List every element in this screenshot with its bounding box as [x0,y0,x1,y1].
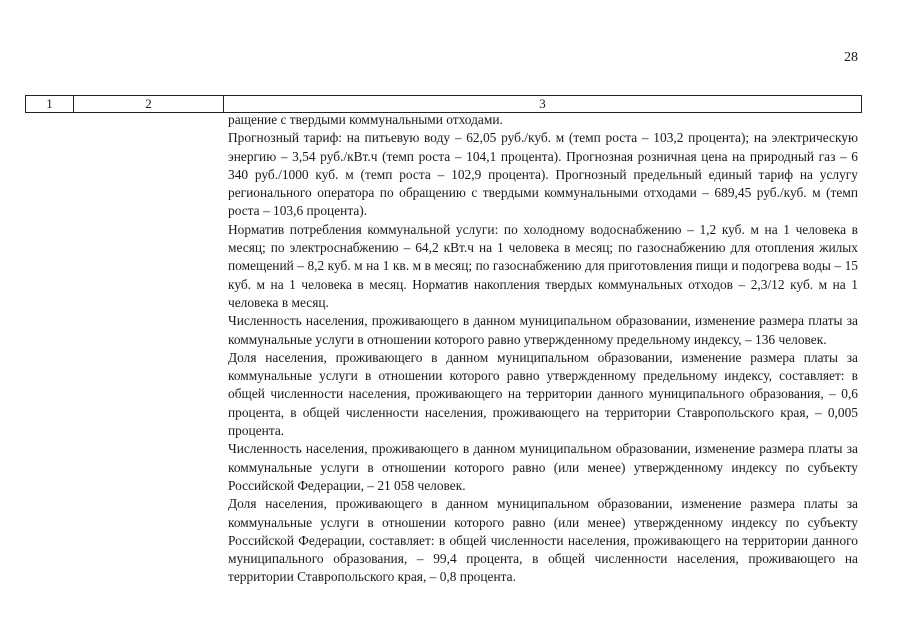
paragraph-share-equal-index: Доля населения, проживающего в данном муниципальном образовании, изменение размера платы за коммунальные услуги в отношении которого равно утвержденному предельному индексу, составляет: в общей численности населения, проживающего на территории данного муниципального образования, – 0,6 процента, в общей численности населения, проживающего на территории Ставропольского края, – 0,005 процента. [228,349,858,439]
paragraph-population-equal-index: Численность населения, проживающего в данном муниципальном образовании, изменение размера платы за коммунальные услуги в отношении которого равно утвержденному предельному индексу, – 136 человек. [228,313,858,347]
table-header-col-1: 1 [26,96,74,112]
page-number: 28 [844,50,858,65]
paragraph-consumption-norms: Норматив потребления коммунальной услуги: по холодному водоснабжению – 1,2 куб. м на 1 человека в месяц; по электроснабжению – 64,2 кВт.ч на 1 человека в месяц; по газоснабжению для отопления жилых помещений – 8,2 куб. м на 1 кв. м в месяц; по газоснабжению для приготовления пищи и подогрева воды – 15 куб. м на 1 человека в месяц. Норматив накопления твердых коммунальных отходов – 2,3/12 куб. м на 1 человека в месяц. [228,221,858,310]
paragraph-population-less-index: Численность населения, проживающего в данном муниципальном образовании, изменение размера платы за коммунальные услуги в отношении которого равно (или менее) утвержденному индексу по субъекту Российской Федерации, – 21 058 человек. [228,441,858,493]
paragraph-continuation: ращение с твердыми коммунальными отходами. [228,112,503,127]
table-header-col-3: 3 [539,96,546,111]
paragraph-share-less-index: Доля населения, проживающего в данном муниципальном образовании, изменение размера платы за коммунальные услуги в отношении которого равно (или менее) утвержденному индексу по субъекту Российской Федерации, составляет: в общей численности населения, проживающего на территории данного муниципального образования, – 99,4 процента, в общей численности населения, проживающего на территории Ставропольского края, – 0,8 процента. [228,496,858,585]
table-header-col-2: 2 [74,96,224,112]
paragraph-forecast-tariffs: Прогнозный тариф: на питьевую воду – 62,05 руб./куб. м (темп роста – 103,2 процента); на электрическую энергию – 3,54 руб./кВт.ч (темп роста – 104,1 процента). Прогнозная розничная цена на природный газ – 6 340 руб./1000 куб. м (темп роста – 102,9 процента). Прогнозный предельный единый тариф на услугу регионального оператора по обращению с твердыми коммунальными отходами – 689,45 руб./куб. м (темп роста – 103,6 процента). [228,130,858,219]
document-body [228,111,858,587]
